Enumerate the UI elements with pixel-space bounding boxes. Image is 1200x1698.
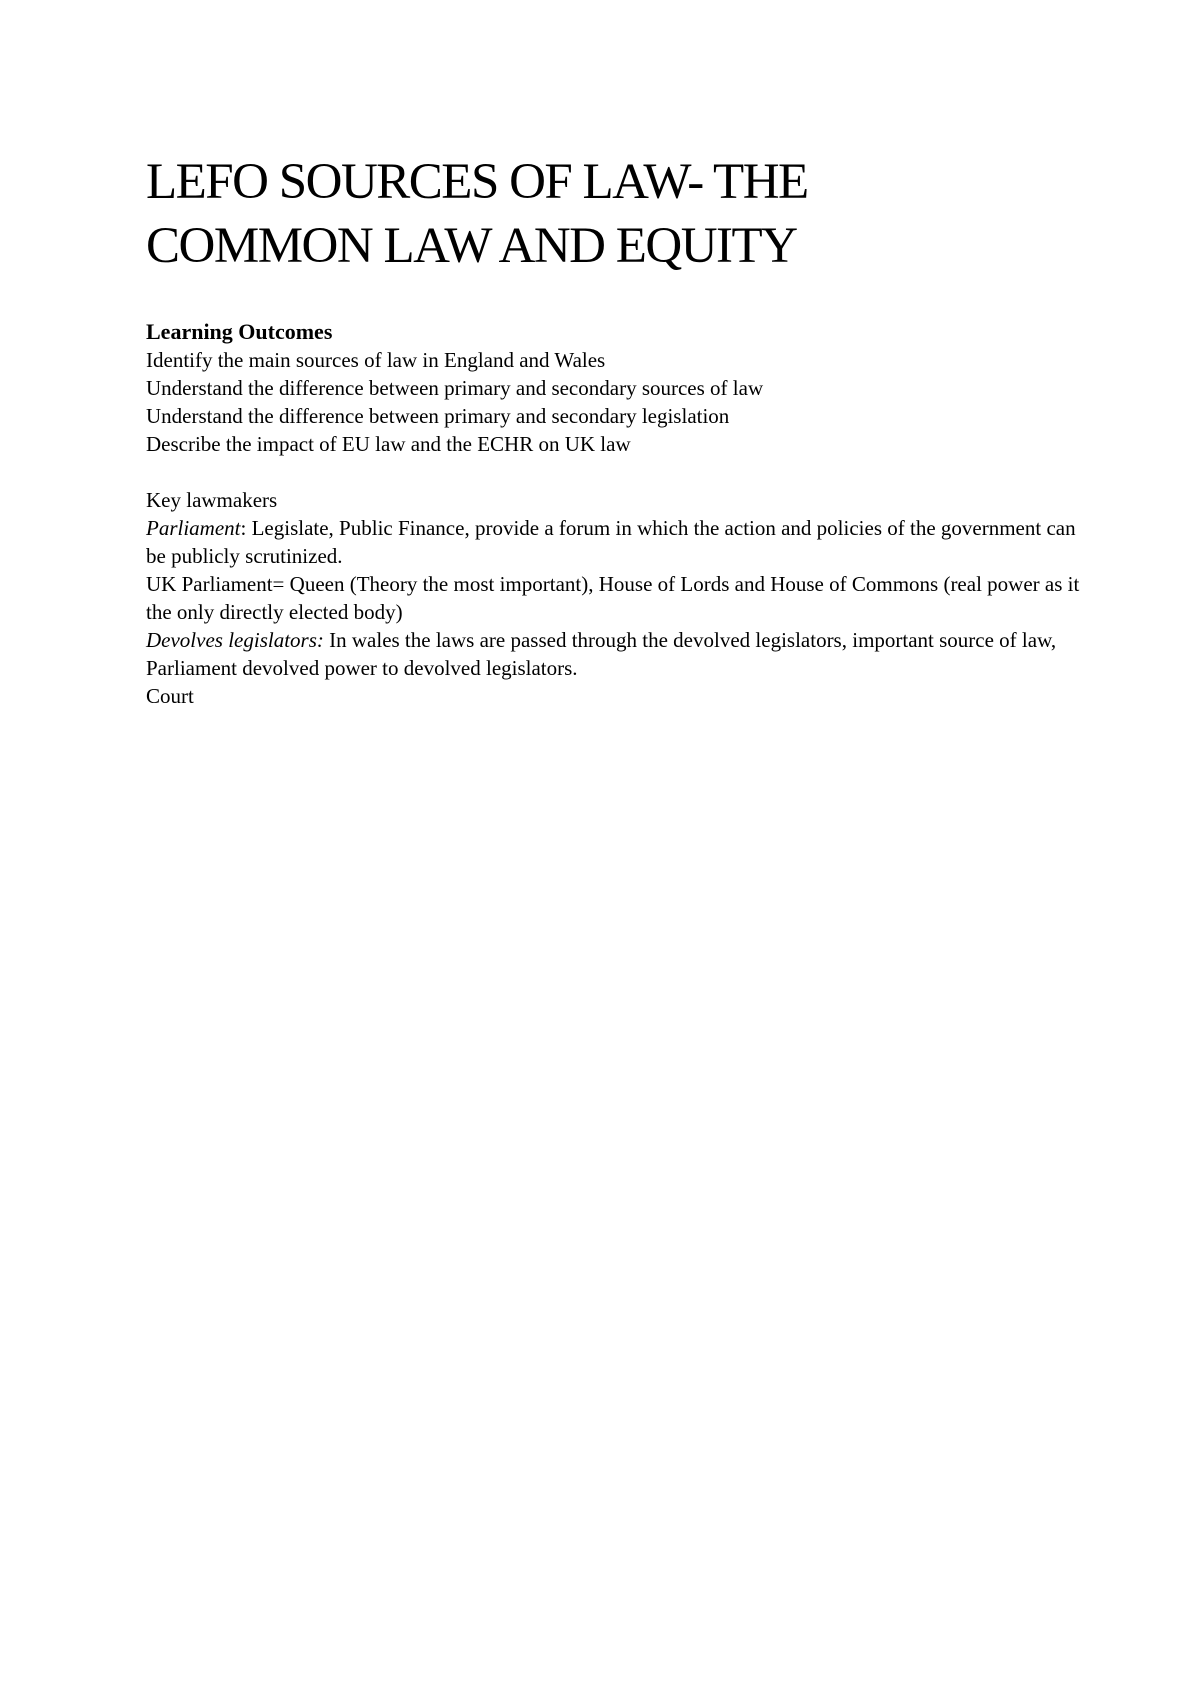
learning-outcomes-list xyxy=(146,346,1086,458)
paragraph-gap xyxy=(146,458,1086,486)
learning-outcomes-heading: Learning Outcomes xyxy=(146,319,333,344)
parliament-paragraph xyxy=(146,514,1086,570)
document-title xyxy=(146,150,1086,278)
title-line-1: LEFO SOURCES OF LAW- THE xyxy=(146,154,808,210)
uk-parliament-paragraph: UK Parliament= Queen (Theory the most important), House of Lords and House of Commons (real power as it the only directly elected body) xyxy=(146,572,1080,624)
learning-outcome-item: Understand the difference between primary and secondary sources of law xyxy=(146,376,764,400)
devolved-legislators-text: In wales the laws are passed through the devolved legislators, important source of law, Parliament devolved power to devolved legislators. xyxy=(146,628,1057,680)
court-line: Court xyxy=(146,684,194,708)
key-lawmakers-heading: Key lawmakers xyxy=(146,488,278,512)
learning-outcome-item: Identify the main sources of law in England and Wales xyxy=(146,348,606,372)
parliament-text: : Legislate, Public Finance, provide a forum in which the action and policies of the government can be publicly scrutinized. xyxy=(146,516,1076,568)
devolved-legislators-term: Devolves legislators: xyxy=(146,628,324,652)
learning-outcome-item: Understand the difference between primary and secondary legislation xyxy=(146,404,730,428)
learning-outcome-item: Describe the impact of EU law and the ECHR on UK law xyxy=(146,432,631,456)
document-content xyxy=(146,150,1086,710)
title-line-2: COMMON LAW AND EQUITY xyxy=(146,218,797,274)
devolved-legislators-paragraph xyxy=(146,626,1086,682)
parliament-term: Parliament xyxy=(146,516,241,540)
